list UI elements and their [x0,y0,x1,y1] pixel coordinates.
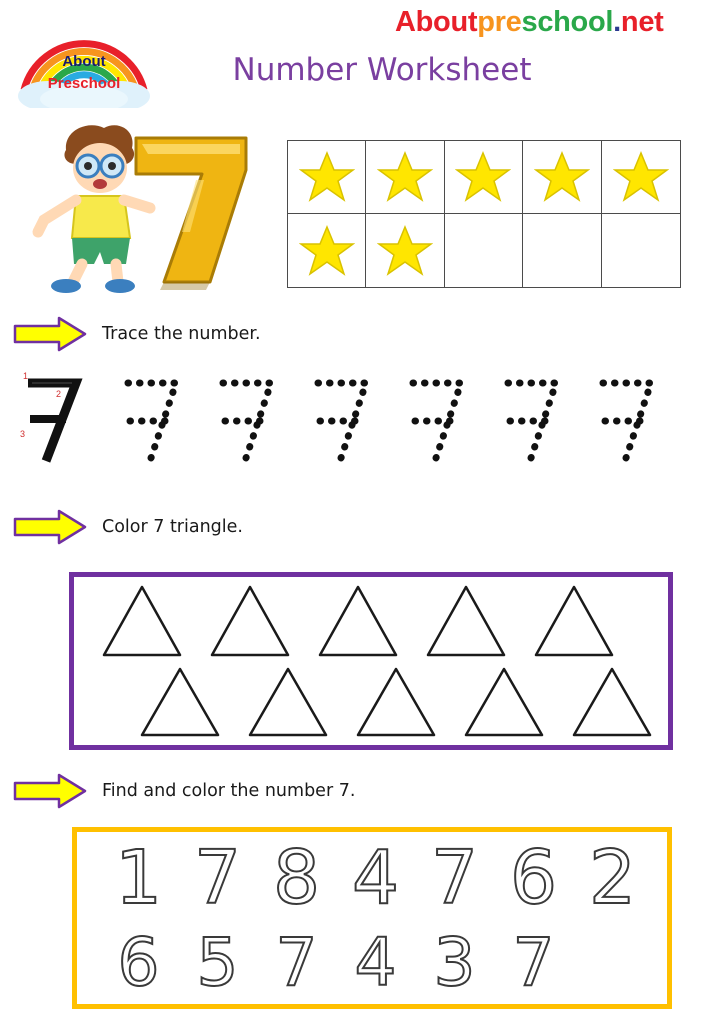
dotted-seven [128,383,176,467]
ten-frame-cell [366,141,444,214]
dotted-seven-group [128,383,651,467]
number-search-row-2 [77,924,667,1002]
arrow-right-icon [12,772,88,810]
page-title: Number Worksheet [232,52,532,88]
star-icon [534,150,590,204]
site-name-part-2: pre [477,6,522,38]
ten-frame-cell [602,141,680,214]
illustration-boy-with-number [14,112,274,297]
number-cell[interactable]: 7 [512,924,555,1001]
triangle-shape [250,669,326,735]
svg-text:1: 1 [23,371,29,381]
number-cell[interactable]: 6 [509,835,558,921]
ten-frame-cell [288,214,366,287]
dotted-seven [413,383,461,467]
triangle-shape [320,587,396,655]
triangle-shape [142,669,218,735]
instruction-text-trace: Trace the number. [102,324,261,344]
star-icon [377,224,433,278]
dotted-seven [508,383,556,467]
number-cell[interactable]: 4 [351,835,400,921]
logo-line2: Preschool [47,75,121,92]
triangle-shape [358,669,434,735]
triangle-shape [212,587,288,655]
number-cell[interactable]: 3 [433,924,476,1001]
number-cell[interactable]: 7 [275,924,318,1001]
triangle-shape [536,587,612,655]
svg-text:2: 2 [56,389,62,399]
ten-frame-cell [288,141,366,214]
ten-frame-cell-empty [602,214,680,287]
star-icon [377,150,433,204]
logo-line1: About [62,53,106,70]
number-cell[interactable]: 2 [588,835,637,921]
dotted-seven [318,383,366,467]
trace-model-seven [20,371,76,461]
site-name-part-3: school [521,6,614,38]
star-icon [455,150,511,204]
ten-frame-grid [287,140,681,288]
boy-figure-icon [38,125,150,293]
ten-frame-cell [445,141,523,214]
triangle-shape [104,587,180,655]
site-name-part-1: About [395,6,478,38]
number-search-box[interactable] [72,827,672,1009]
number-cell[interactable]: 4 [354,924,397,1001]
ten-frame-cell-empty [523,214,601,287]
number-cell[interactable]: 7 [193,835,242,921]
triangle-shape [428,587,504,655]
number-cell[interactable]: 6 [117,924,160,1001]
site-name [395,6,664,39]
svg-text:3: 3 [20,429,26,439]
arrow-right-icon [12,315,88,353]
triangle-shape [574,669,650,735]
ten-frame-cell [523,141,601,214]
number-cell[interactable]: 7 [430,835,479,921]
instruction-row-color-triangles [12,508,243,546]
instruction-row-trace [12,315,261,353]
site-name-part-5: net [620,6,664,38]
big-number-seven-icon [136,138,246,290]
trace-practice-row [10,365,700,475]
instruction-text-color-triangles: Color 7 triangle. [102,517,243,537]
star-icon [613,150,669,204]
star-icon [299,150,355,204]
ten-frame-cell [366,214,444,287]
triangle-coloring-box[interactable] [69,572,673,750]
instruction-row-find-number [12,772,355,810]
ten-frame-cell-empty [445,214,523,287]
number-cell[interactable]: 1 [114,835,163,921]
number-cell[interactable]: 5 [196,924,239,1001]
instruction-text-find-number: Find and color the number 7. [102,781,356,801]
arrow-right-icon [12,508,88,546]
number-cell[interactable]: 8 [272,835,321,921]
dotted-seven [223,383,271,467]
number-search-row-1 [77,832,667,924]
triangle-shape [466,669,542,735]
star-icon [299,224,355,278]
dotted-seven [603,383,651,467]
site-name-part-4: . [613,6,621,38]
